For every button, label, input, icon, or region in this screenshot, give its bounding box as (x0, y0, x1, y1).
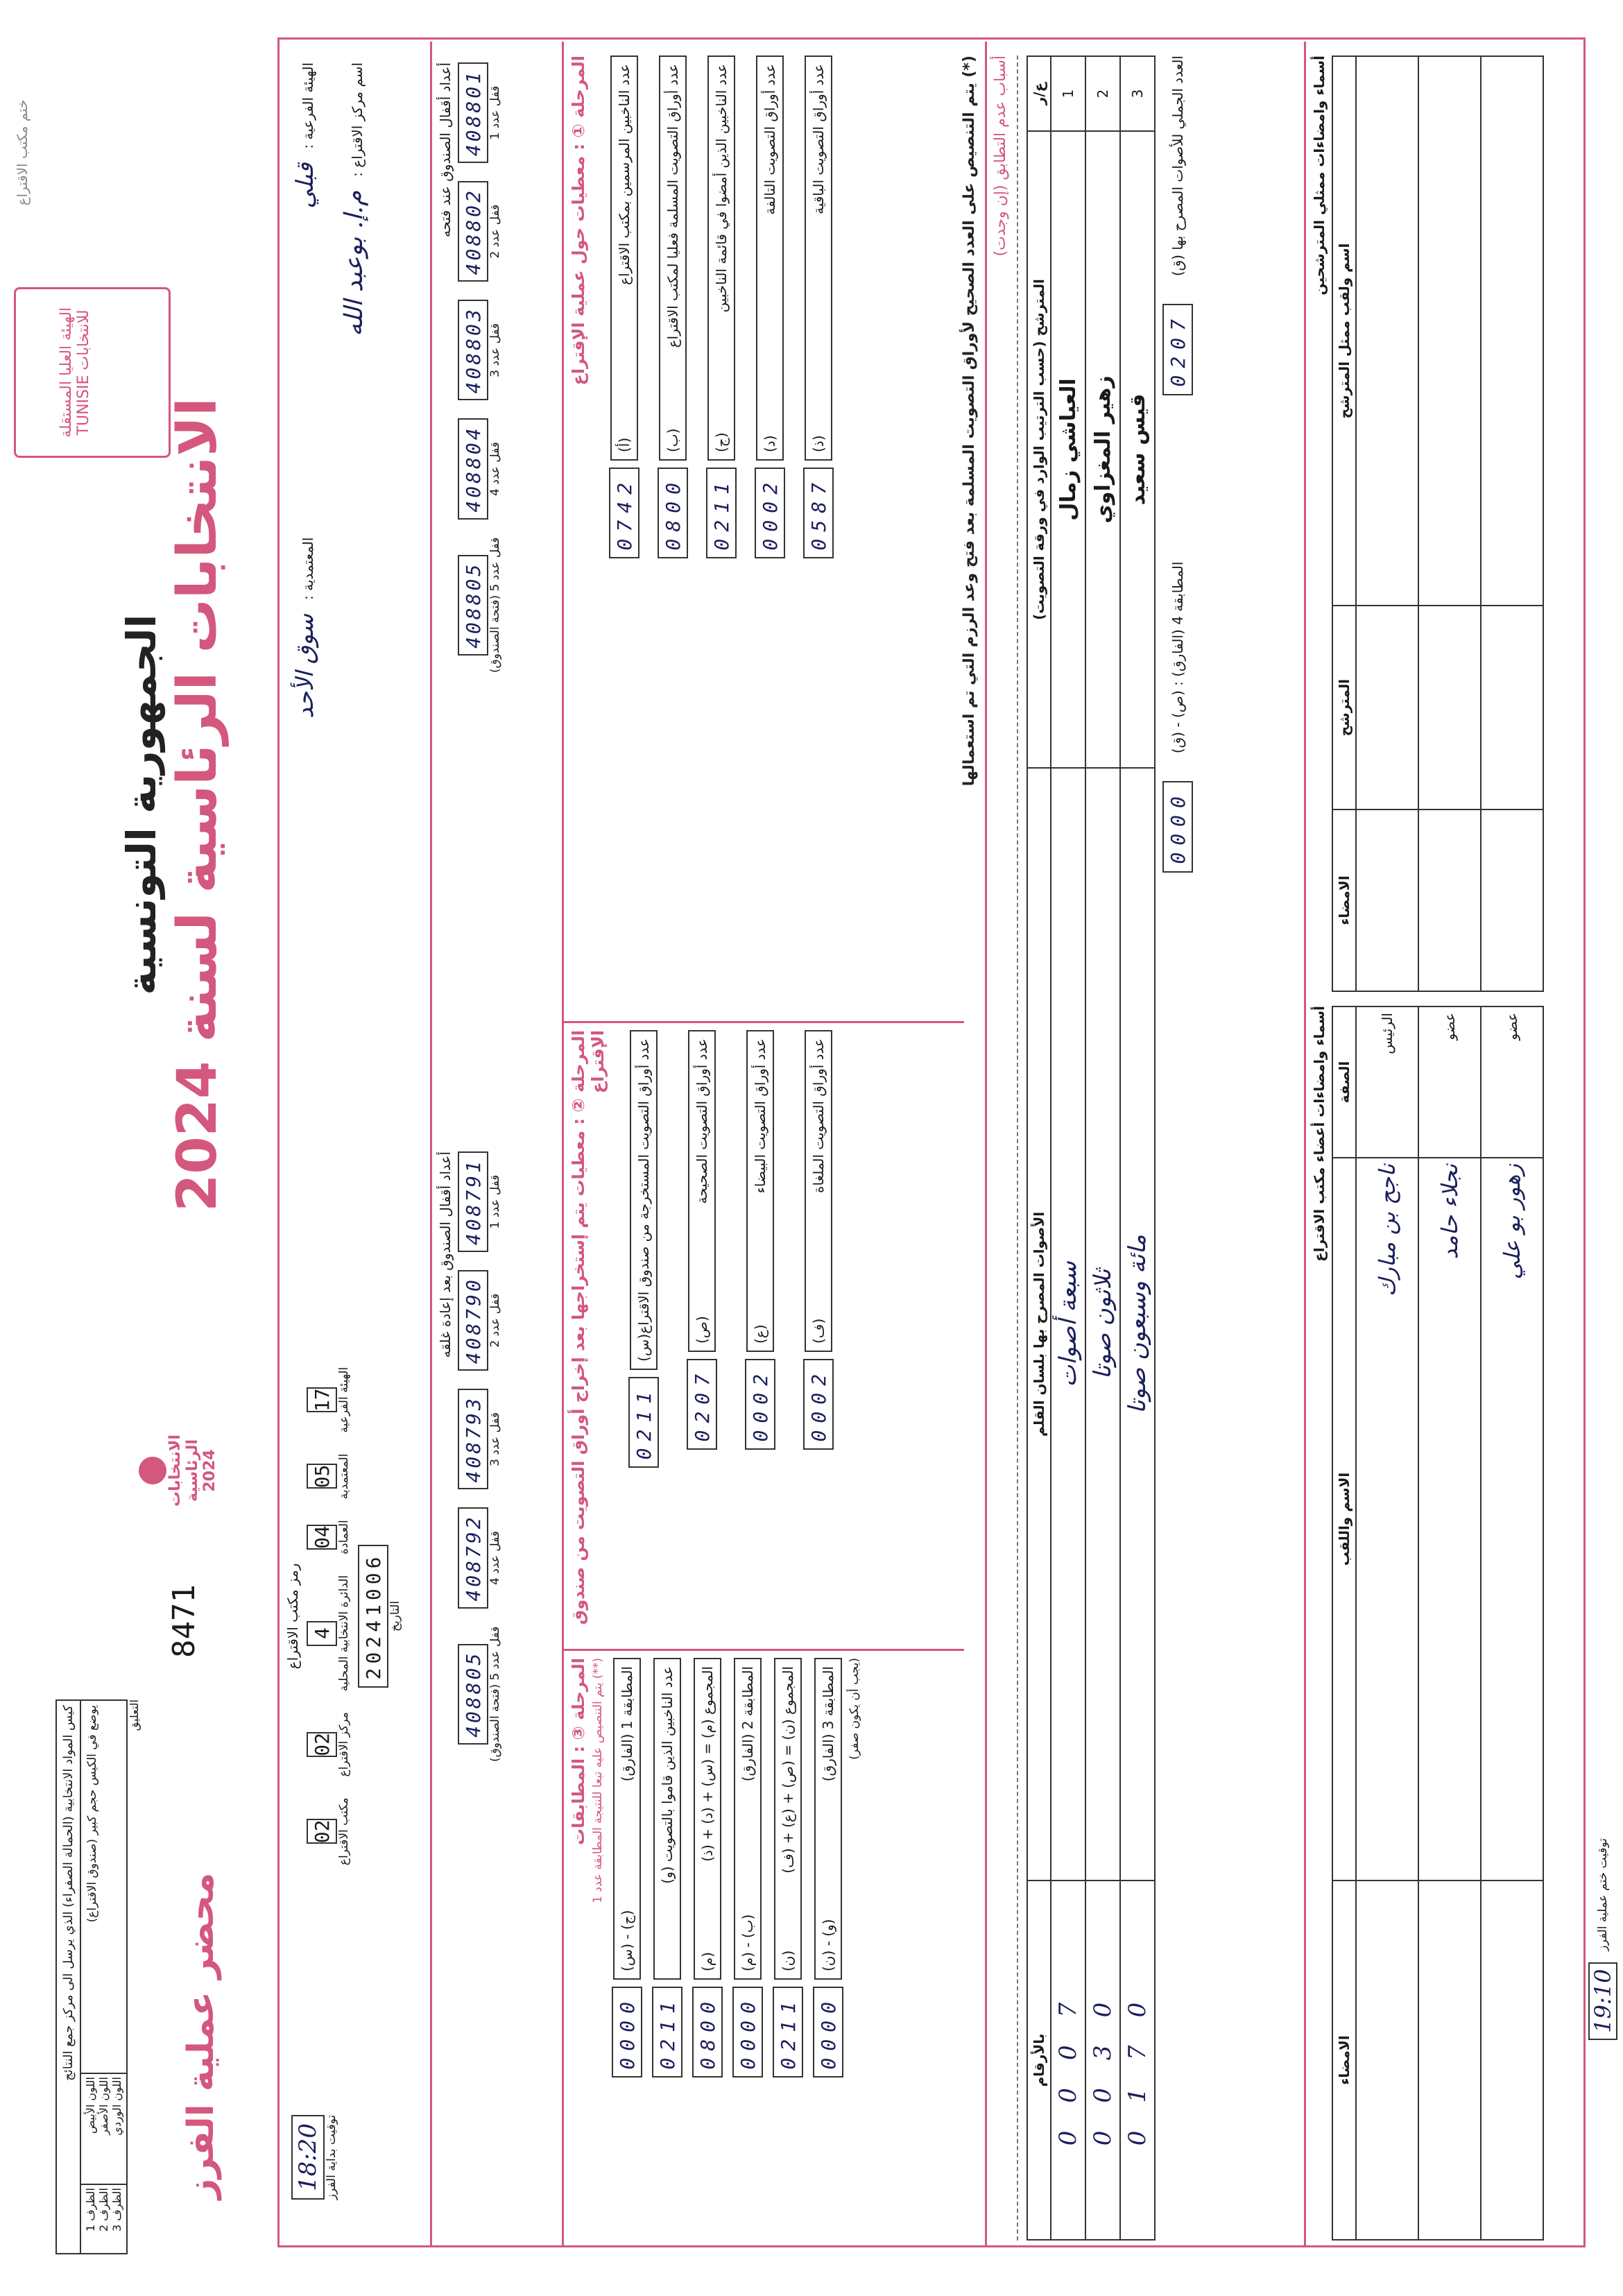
lock-label: قفل عدد 1 (488, 85, 502, 140)
stickers-colors (81, 2074, 126, 2184)
votes-number[interactable]: 0030 (1085, 1881, 1120, 2240)
stage2-title: المرحلة ② : معطيات يتم إستخراجها بعد إخراج أوراق التصويت من صندوق الإقتراع (569, 1030, 608, 1625)
code-value: 04 (310, 1525, 334, 1549)
total-value: 0207 (1166, 312, 1190, 387)
table-row (1418, 56, 1481, 991)
sticker-n-3: 3 (110, 2224, 123, 2232)
stage1-row (658, 55, 688, 1013)
reps-section (1311, 55, 1544, 992)
locks-reopen-row (458, 1151, 502, 2234)
lock-label: قفل عدد 4 (488, 1531, 502, 1585)
stage1-row-label (805, 55, 832, 461)
stage2-row-label (805, 1030, 832, 1352)
stage1-row (609, 55, 639, 1013)
row-code: (ب) (664, 428, 681, 452)
sticker-n-2: 2 (97, 2224, 110, 2232)
head-num: بالأرقام (1027, 1881, 1051, 2240)
member-role: عضو (1481, 1006, 1543, 1158)
stage3-value-box[interactable] (652, 1987, 682, 2077)
stage3-row-label (694, 1658, 721, 1980)
lock-value: 408791 (461, 1158, 485, 1246)
lock-5 (458, 1627, 502, 1762)
lock-box[interactable] (458, 1507, 488, 1608)
row-code: (س) (635, 1333, 652, 1362)
row-formula: (ب) - (م) (739, 1914, 756, 1971)
office-line-2 (340, 62, 368, 1145)
code-imada (307, 1520, 351, 1554)
lock-value: 408804 (461, 425, 485, 513)
row-n: 1 (1051, 56, 1085, 131)
form-number: 8471 (166, 1584, 202, 1658)
divider (985, 42, 987, 2247)
row-value: 0000 (615, 1995, 639, 2070)
lock-label: قفل عدد 3 (488, 1412, 502, 1466)
stage1-note: (*) يتم التنصيص على العدد الصحيح لأوراق التصويت المسلمة بعد فتح وعد الرزم التي تم استعمالها (961, 55, 978, 787)
table-row (1051, 56, 1085, 2240)
code-delegation (307, 1454, 351, 1500)
votes-number[interactable]: 0007 (1051, 1881, 1085, 2240)
lock-2 (458, 1270, 502, 1371)
date-value: 20241006 (361, 1552, 385, 1680)
member-name[interactable]: زهور بو علي (1481, 1158, 1543, 1881)
row-code: (ع) (752, 1324, 768, 1344)
stage3-row-label (613, 1658, 641, 1980)
table-row (1481, 56, 1543, 991)
stage3-row-label (653, 1658, 681, 1980)
diff-value: 0000 (1166, 789, 1190, 864)
lock-value: 408802 (461, 188, 485, 275)
lock-label: قفل عدد 5 (فتحة الصندوق) (488, 537, 502, 674)
stage1-value-box[interactable] (755, 468, 785, 558)
row-text: عدد الناخبين الذين أمضوا في قائمة الناخبين (713, 64, 730, 313)
row-text: المجموع (م) = (س) + (د) + (ذ) (699, 1666, 716, 1862)
rep-signature-cell[interactable] (1418, 809, 1481, 991)
votes-words[interactable]: مائة وسبعون صوتا (1120, 768, 1155, 1881)
stage3-row (652, 1658, 682, 2241)
head-n: ع/ر (1027, 56, 1051, 131)
center-value[interactable]: م.إ. بوعبد الله (340, 190, 368, 336)
stage3-value-box[interactable] (732, 1987, 763, 2077)
code-box[interactable] (307, 1732, 337, 1757)
divider (430, 42, 432, 2247)
codes-section (284, 1165, 430, 2067)
stage1-value-box[interactable] (658, 468, 688, 558)
members-title: أسماء وامضاءات أعضاء مكتب الاقتراع (1311, 1006, 1328, 1262)
sticker-label-2: الظرف (97, 2188, 110, 2221)
stage3-row (773, 1658, 803, 2241)
row-value: 0211 (632, 1385, 655, 1460)
stickers-attach: التعليق (128, 1699, 141, 1731)
row-code: (ص) (694, 1316, 710, 1344)
lock-box[interactable] (458, 62, 488, 163)
member-role: الرئيس (1356, 1006, 1418, 1158)
locks-open (437, 62, 502, 1145)
col-signature: الامضاء (1332, 809, 1356, 991)
stage1-row-label (610, 55, 638, 461)
logo-mark-icon (139, 1457, 166, 1484)
stage2-value-box[interactable] (803, 1359, 834, 1450)
code-label: مركز الاقتراع (337, 1712, 351, 1777)
rep-candidate-cell[interactable] (1481, 606, 1543, 809)
stickers-table (55, 1699, 141, 2254)
row-formula: (ج) - (س) (619, 1910, 635, 1971)
stickers-labels (81, 2184, 126, 2253)
stage2-row (745, 1030, 775, 1640)
stage1-row (755, 55, 785, 1013)
stage1-section (569, 55, 957, 1013)
row-text: عدد أوراق التصويت الباقية (810, 64, 827, 215)
code-center (307, 1712, 351, 1776)
stage3-note: (**) يتم التنصيص عليه تبعا للنتيجة المطابقة عدد 1 (591, 1658, 605, 1903)
stage1-rows (609, 55, 834, 1013)
rep-signature-cell[interactable] (1481, 809, 1543, 991)
lock-label: قفل عدد 3 (488, 323, 502, 377)
lock-4 (458, 1507, 502, 1608)
rep-name-cell[interactable] (1418, 56, 1481, 606)
lock-4 (458, 418, 502, 519)
divider (1304, 42, 1306, 2247)
divider (562, 42, 564, 2247)
date-field (358, 1165, 402, 2067)
row-text: عدد أوراق التصويت الصحيحة (694, 1038, 710, 1204)
stickers-row (81, 1699, 128, 2254)
code-value: 4 (310, 1627, 334, 1639)
row-text: المطابقة 3 (الفارق) (820, 1666, 836, 1782)
reasons-line[interactable] (992, 55, 1018, 2241)
row-value: 0800 (661, 476, 685, 551)
divider (562, 1649, 964, 1651)
col-role: الصفة (1332, 1006, 1356, 1158)
row-n: 2 (1085, 56, 1120, 131)
member-name[interactable]: نجلاء حامد (1418, 1158, 1481, 1881)
end-time-label: توقيت ختم عملية الفرز (1596, 1838, 1610, 1951)
lock-2 (458, 181, 502, 282)
row-value: 0000 (736, 1995, 759, 2070)
reps-title: أسماء وامضاءات ممثلي المترشحين (1311, 55, 1328, 295)
stage3-row (692, 1658, 723, 2241)
row-text: عدد أوراق التصويت التالفة (762, 64, 778, 215)
stage2-value-box[interactable] (628, 1377, 659, 1468)
code-label: الهيئة الفرعية (337, 1367, 351, 1433)
codes-row (307, 1165, 351, 2067)
document-title: محضر عملية الفرز (180, 1872, 222, 2200)
row-n: 3 (1120, 56, 1155, 131)
lock-value: 408793 (461, 1396, 485, 1483)
lock-3 (458, 1389, 502, 1489)
locks-open-title: أعداد أقفال الصندوق عند فتحه (437, 62, 454, 238)
row-value: 0207 (690, 1367, 714, 1442)
code-box[interactable] (307, 1387, 337, 1412)
stage2-rows (628, 1030, 834, 1640)
rep-signature-cell[interactable] (1356, 809, 1418, 991)
lock-value: 408803 (461, 307, 485, 394)
votes-words[interactable]: ثلاثون صوتا (1085, 768, 1120, 1881)
lock-box[interactable] (458, 181, 488, 282)
col-signature: الامضاء (1332, 1881, 1356, 2240)
stage3-rows (612, 1658, 861, 2241)
rep-name-cell[interactable] (1356, 56, 1418, 606)
row-formula: (و) - (ن) (820, 1919, 836, 1971)
votes-number[interactable]: 0170 (1120, 1881, 1155, 2240)
stage2-section (569, 1030, 957, 1640)
stage2-row-label (630, 1030, 658, 1370)
lock-label: قفل عدد 1 (488, 1174, 502, 1229)
rep-candidate-cell[interactable] (1418, 606, 1481, 809)
row-value: 0800 (696, 1995, 719, 2070)
code-label: العمادة (337, 1520, 351, 1554)
votes-words[interactable]: سبعة أصوات (1051, 768, 1085, 1881)
rep-name-cell[interactable] (1481, 56, 1543, 606)
stage1-value-box[interactable] (803, 468, 834, 558)
seal-text: الهيئة العليا المستقلة للانتخابات TUNISIE (58, 307, 92, 438)
row-code: (أ) (616, 437, 633, 452)
row-text: عدد أوراق التصويت المسلمة فعليا لمكتب الاقتراع (664, 64, 681, 348)
lock-label: قفل عدد 5 (فتحة الصندوق) (488, 1626, 502, 1763)
candidate-name: قيس سعيد (1120, 131, 1155, 768)
lock-label: قفل عدد 2 (488, 204, 502, 259)
member-signature[interactable] (1356, 1881, 1418, 2240)
sticker-label-3: الظرف (110, 2188, 123, 2221)
total-label: العدد الجملي للأصوات المصرح بها (ق) (1169, 55, 1186, 277)
stage2-row (628, 1030, 659, 1640)
stage1-row-label (756, 55, 784, 461)
col-candidate: المترشح (1332, 606, 1356, 809)
member-role: عضو (1418, 1006, 1481, 1158)
col-rep-name: اسم ولقب ممثل المترشح (1332, 56, 1356, 606)
delegation-value[interactable]: سوق الأحد (291, 613, 319, 719)
lock-box[interactable] (458, 418, 488, 519)
lock-box[interactable] (458, 300, 488, 400)
total-box[interactable] (1162, 304, 1193, 395)
row-value: 0211 (655, 1995, 679, 2070)
locks-reopen (437, 1151, 502, 2234)
code-subregion (307, 1367, 351, 1433)
republic-title: الجمهورية التونسية (118, 614, 165, 995)
stage3-value-box[interactable] (692, 1987, 723, 2077)
row-code: (ج) (713, 432, 730, 452)
diff-box[interactable] (1162, 781, 1193, 872)
code-box[interactable] (307, 1621, 337, 1646)
row-text: المطابقة 2 (الفارق) (739, 1666, 756, 1782)
totals-row (1162, 55, 1193, 2241)
stage3-value-box[interactable] (813, 1987, 843, 2077)
row-value: 0002 (807, 1367, 830, 1442)
end-time-value[interactable]: 19:10 (1588, 1962, 1617, 2040)
row-text: عدد الناخبين الذين قاموا بالتصويت (و) (659, 1666, 676, 1884)
code-office (307, 1798, 351, 1866)
code-label: الدائرة الانتخابية المحلية (337, 1575, 351, 1692)
stage3-title: المرحلة ③ : المطابقات (569, 1658, 588, 1846)
logo-text: الانتخابات الرئاسية 2024 (166, 1434, 218, 1507)
end-time (1588, 1838, 1617, 2254)
locks-reopen-title: أعداد أقفال الصندوق بعد إعادة غلقه (437, 1151, 454, 1358)
table-row (1085, 56, 1120, 2240)
stage3-value-box[interactable] (612, 1987, 642, 2077)
stage3-row-label (774, 1658, 802, 1980)
center-label: اسم مركز الاقتراع : (349, 62, 366, 177)
sticker-color-2: اللون الأصفر (97, 2077, 110, 2135)
code-label: المعتمدية (337, 1453, 351, 1500)
lock-value: 408805 (461, 1650, 485, 1738)
stage2-row (803, 1030, 834, 1640)
candidate-name: زهير المغزاوي (1085, 131, 1120, 768)
results-head (1027, 56, 1051, 2240)
sticker-color-3: اللون الوردي (110, 2077, 123, 2136)
code-value: 05 (310, 1464, 334, 1489)
lock-5 (458, 538, 502, 673)
table-row (1356, 56, 1418, 991)
stage3-value-box[interactable] (773, 1987, 803, 2077)
stage1-value-box[interactable] (706, 468, 737, 558)
members-head (1332, 1006, 1356, 2240)
code-box[interactable] (307, 1525, 337, 1550)
row-text: المطابقة 1 (الفارق) (619, 1666, 635, 1782)
table-row (1481, 1006, 1543, 2240)
results-table (1027, 55, 1156, 2241)
official-seal (14, 287, 171, 458)
stage1-row-label (707, 55, 735, 461)
stage2-row-label (688, 1030, 716, 1352)
lock-label: قفل عدد 2 (488, 1293, 502, 1348)
date-box[interactable] (358, 1545, 388, 1688)
row-value: 0211 (776, 1995, 800, 2070)
stage1-row (706, 55, 737, 1013)
results-section (1027, 55, 1193, 2241)
row-formula: (م) (699, 1952, 716, 1971)
row-code: (ذ) (810, 435, 827, 452)
rep-candidate-cell[interactable] (1356, 606, 1418, 809)
election-title: الانتخابات الرئاسية لسنة 2024 (166, 397, 229, 1212)
row-code: (د) (762, 435, 778, 452)
row-value: 0002 (758, 476, 782, 551)
stage3-section (569, 1658, 957, 2241)
code-value: 02 (310, 1819, 334, 1844)
lock-box[interactable] (458, 1151, 488, 1252)
table-row (1418, 1006, 1481, 2240)
row-text: عدد أوراق التصويت الملغاة (810, 1038, 827, 1193)
row-text: عدد أوراق التصويت المستخرجة من صندوق الاقتراع (635, 1038, 652, 1334)
election-logo (139, 1422, 222, 1519)
stage2-row (687, 1030, 717, 1640)
stage2-value-box[interactable] (687, 1359, 717, 1450)
code-value: 17 (310, 1388, 334, 1412)
lock-value: 408805 (461, 561, 485, 649)
stage3-row-label (734, 1658, 762, 1980)
member-signature[interactable] (1481, 1881, 1543, 2240)
sticker-color-1: اللون الأبيض (84, 2077, 97, 2134)
member-name[interactable]: ناجح بن مبارك (1356, 1158, 1418, 1881)
members-table (1332, 1006, 1544, 2241)
lock-box[interactable] (458, 555, 488, 656)
lock-box[interactable] (458, 1644, 488, 1745)
lock-value: 408792 (461, 1514, 485, 1602)
start-time (291, 2081, 338, 2234)
row-value: 0000 (816, 1995, 840, 2070)
reasons-label: أسباب عدم التطابق (إن وجدت) (992, 55, 1009, 257)
start-time-label: توقيت بداية الفرز (325, 2114, 338, 2200)
locks-open-row (458, 62, 502, 1145)
member-signature[interactable] (1418, 1881, 1481, 2240)
row-code: (ف) (810, 1318, 827, 1344)
subregion-label: الهيئة الفرعية : (300, 62, 316, 149)
code-district (307, 1575, 351, 1691)
stage3-row (612, 1658, 642, 2241)
sticker-n-1: 1 (84, 2224, 97, 2232)
stage2-value-box[interactable] (745, 1359, 775, 1450)
stage1-row-label (659, 55, 687, 461)
members-section (1311, 1006, 1544, 2241)
stage1-title: المرحلة ① : معطيات حول عملية الإقتراع (569, 55, 588, 386)
lock-value: 408790 (461, 1277, 485, 1364)
lock-3 (458, 300, 502, 400)
stage1-row (803, 55, 834, 1013)
head-candidate: المترشح (حسب الترتيب الوارد في ورقة التصويت) (1027, 131, 1051, 768)
row-text: عدد الناخبين المرسمين بمكتب الاقتراع (616, 64, 633, 285)
stage3-row (732, 1658, 763, 2241)
table-row (1120, 56, 1155, 2240)
code-box[interactable] (307, 1464, 337, 1489)
lock-label: قفل عدد 4 (488, 442, 502, 496)
lock-box[interactable] (458, 1270, 488, 1371)
col-name: الاسم واللقب (1332, 1158, 1356, 1881)
sticker-label-1: الظرف (84, 2188, 97, 2221)
codes-title: رمز مكتب الاقتراع (284, 1563, 301, 1670)
row-value: 0002 (748, 1367, 772, 1442)
row-text: عدد أوراق التصويت البيضاء (752, 1038, 768, 1194)
row-formula: (ن) (780, 1950, 796, 1971)
stickers-head: كيس المواد الانتخابية (الحمالة الصفراء) الذي يرسل الى مركز جمع النتائج (55, 1699, 81, 2254)
candidate-name: العياشي زمال (1051, 131, 1085, 768)
row-text: المجموع (ن) = (ص) + (ع) + (ف) (780, 1666, 796, 1874)
stage3-row-label (814, 1658, 842, 1980)
subregion-value[interactable]: قبلي (291, 162, 319, 209)
stage3-row (813, 1658, 843, 2241)
lock-box[interactable] (458, 1389, 488, 1489)
reps-table (1332, 55, 1544, 992)
lock-1 (458, 1151, 502, 1252)
head-words: الأصوات المصرح بها بلسان القلم (1027, 768, 1051, 1881)
reps-head (1332, 56, 1356, 991)
divider (562, 1021, 964, 1023)
lock-1 (458, 62, 502, 163)
row-value: 0211 (710, 476, 733, 551)
start-time-value[interactable]: 18:20 (291, 2115, 325, 2200)
office-info (291, 62, 416, 1145)
code-value: 02 (310, 1733, 334, 1756)
stamp-side-label: ختم مكتب الاقتراع (14, 99, 31, 206)
row-value: 0587 (807, 476, 830, 551)
delegation-label: المعتمدية : (300, 537, 316, 600)
stickers-sub: يوضع في الكيس حجم كبير (صندوق الاقتراع) (81, 1701, 126, 2074)
row-value: 0742 (612, 476, 636, 551)
date-label: التاريخ (388, 1600, 402, 1632)
table-row (1356, 1006, 1418, 2240)
diff-label: المطابقة 4 (الفارق) : (ص) - (ق) (1169, 561, 1186, 754)
office-line-1 (291, 62, 319, 1145)
code-box[interactable] (307, 1819, 337, 1844)
must-zero-note: (يجب أن يكون صفر) (848, 1658, 861, 1760)
stage2-row-label (746, 1030, 774, 1352)
lock-value: 408801 (461, 69, 485, 157)
code-label: مكتب الاقتراع (337, 1797, 351, 1866)
stage1-value-box[interactable] (609, 468, 639, 558)
